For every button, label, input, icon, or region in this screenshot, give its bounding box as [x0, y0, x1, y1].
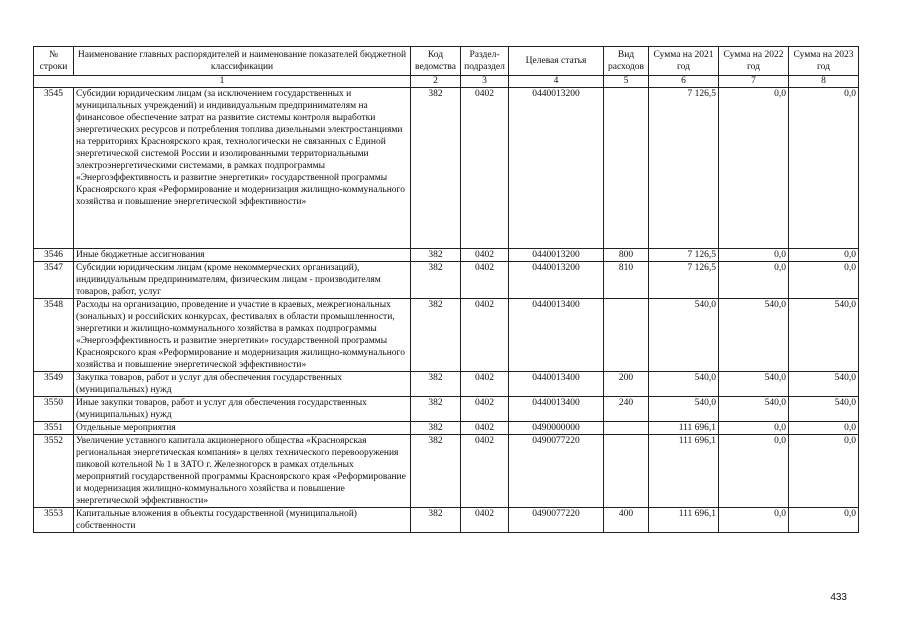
target-code: 0440013400: [509, 397, 604, 422]
row-number: 3545: [34, 88, 74, 249]
expense-type: 200: [604, 372, 649, 397]
sum-2023: 0,0: [789, 262, 859, 299]
target-code: 0440013400: [509, 372, 604, 397]
row-number: 3553: [34, 508, 74, 533]
sum-2022: 0,0: [719, 249, 789, 262]
header-row-no: № строки: [34, 47, 74, 76]
sum-2022: 0,0: [719, 508, 789, 533]
sum-2022: 540,0: [719, 372, 789, 397]
sum-2023: 0,0: [789, 249, 859, 262]
column-number: 4: [509, 76, 604, 88]
section-code: 0402: [461, 397, 509, 422]
dept-code: 382: [411, 397, 461, 422]
row-number: 3549: [34, 372, 74, 397]
section-code: 0402: [461, 249, 509, 262]
dept-code: 382: [411, 435, 461, 508]
target-code: 0490000000: [509, 422, 604, 435]
sum-2021: 540,0: [649, 299, 719, 372]
sum-2023: 0,0: [789, 422, 859, 435]
expense-type: 400: [604, 508, 649, 533]
page-number: 433: [830, 592, 847, 603]
sum-2021: 7 126,5: [649, 249, 719, 262]
sum-2021: 111 696,1: [649, 435, 719, 508]
sum-2021: 7 126,5: [649, 88, 719, 249]
dept-code: 382: [411, 249, 461, 262]
row-number: 3546: [34, 249, 74, 262]
row-name: Увеличение уставного капитала акционерного общества «Красноярская региональная энергетическая компания» в целях технического перевооружения пиковой котельной № 1 в ЗАТО г. Железногорск в рамках отдельных мероприятий государственной программы Красноярского края «Реформирование и модернизация жилищно-коммунального хозяйства и повышение энергетической эффективности»: [74, 435, 411, 508]
expense-type: 800: [604, 249, 649, 262]
row-name: Субсидии юридическим лицам (за исключением государственных и муниципальных учреждений) и индивидуальным предпринимателям на финансовое обеспечение затрат на развитие системы контроля выработки энергетических ресурсов и потребления топлива дизельными электростанциями на территориях Красноярского края, технологически не связанных с Единой энергетической системой России и изолированными территориальными электроэнергетическими системами, в рамках подпрограммы «Энергоэффективность и развитие энергетики» государственной программы Красноярского края «Реформирование и модернизация жилищно-коммунального хозяйства и повышение энергетической эффективности»: [74, 88, 411, 249]
column-number-row: [34, 76, 859, 88]
dept-code: 382: [411, 299, 461, 372]
section-code: 0402: [461, 88, 509, 249]
expense-type: 240: [604, 397, 649, 422]
expense-type: [604, 299, 649, 372]
table-row: [34, 249, 859, 262]
target-code: 0440013200: [509, 249, 604, 262]
row-number: 3552: [34, 435, 74, 508]
column-number: 3: [461, 76, 509, 88]
column-number: 8: [789, 76, 859, 88]
sum-2021: 540,0: [649, 372, 719, 397]
header-sum-2021: Сумма на 2021 год: [649, 47, 719, 76]
row-number: 3551: [34, 422, 74, 435]
target-code: 0490077220: [509, 508, 604, 533]
sum-2021: 540,0: [649, 397, 719, 422]
sum-2023: 540,0: [789, 397, 859, 422]
table-row: [34, 299, 859, 372]
section-code: 0402: [461, 262, 509, 299]
column-number: 7: [719, 76, 789, 88]
section-code: 0402: [461, 422, 509, 435]
sum-2022: 0,0: [719, 435, 789, 508]
section-code: 0402: [461, 372, 509, 397]
table-row: [34, 435, 859, 508]
column-number: 2: [411, 76, 461, 88]
expense-type: [604, 435, 649, 508]
target-code: 0440013200: [509, 88, 604, 249]
row-name: Отдельные мероприятия: [74, 422, 411, 435]
column-number: 5: [604, 76, 649, 88]
sum-2022: 540,0: [719, 397, 789, 422]
table-row: [34, 397, 859, 422]
sum-2023: 0,0: [789, 508, 859, 533]
header-dept-code: Код ведомства: [411, 47, 461, 76]
dept-code: 382: [411, 508, 461, 533]
sum-2021: 111 696,1: [649, 508, 719, 533]
sum-2023: 540,0: [789, 372, 859, 397]
target-code: 0440013400: [509, 299, 604, 372]
sum-2023: 0,0: [789, 435, 859, 508]
table-row: [34, 422, 859, 435]
sum-2021: 7 126,5: [649, 262, 719, 299]
header-row: [34, 47, 859, 76]
sum-2021: 111 696,1: [649, 422, 719, 435]
sum-2022: 0,0: [719, 88, 789, 249]
sum-2023: 540,0: [789, 299, 859, 372]
section-code: 0402: [461, 435, 509, 508]
row-name: Иные бюджетные ассигнования: [74, 249, 411, 262]
row-number: 3547: [34, 262, 74, 299]
table-row: [34, 88, 859, 249]
row-name: Иные закупки товаров, работ и услуг для обеспечения государственных (муниципальных) нужд: [74, 397, 411, 422]
expense-type: 810: [604, 262, 649, 299]
column-number: 1: [34, 76, 411, 88]
sum-2022: 0,0: [719, 422, 789, 435]
table-row: [34, 372, 859, 397]
expense-type: [604, 88, 649, 249]
dept-code: 382: [411, 372, 461, 397]
table-row: [34, 262, 859, 299]
budget-table: [33, 46, 859, 533]
header-expense-type: Вид расходов: [604, 47, 649, 76]
dept-code: 382: [411, 262, 461, 299]
sum-2022: 0,0: [719, 262, 789, 299]
header-section: Раздел-подраздел: [461, 47, 509, 76]
row-name: Расходы на организацию, проведение и участие в краевых, межрегиональных (зональных) и российских конкурсах, фестивалях в области промышленности, энергетики и жилищно-коммунального хозяйства в рамках подпрограммы «Энергоэффективность и развитие энергетики» государственной программы Красноярского края «Реформирование и модернизация жилищно-коммунального хозяйства и повышение энергетической эффективности»: [74, 299, 411, 372]
section-code: 0402: [461, 299, 509, 372]
row-name: Субсидии юридическим лицам (кроме некоммерческих организаций), индивидуальным предпринимателям, физическим лицам - производителям товаров, работ, услуг: [74, 262, 411, 299]
row-number: 3548: [34, 299, 74, 372]
table-row: [34, 508, 859, 533]
section-code: 0402: [461, 508, 509, 533]
dept-code: 382: [411, 88, 461, 249]
row-name: Капитальные вложения в объекты государственной (муниципальной) собственности: [74, 508, 411, 533]
sum-2023: 0,0: [789, 88, 859, 249]
column-number: 6: [649, 76, 719, 88]
header-sum-2022: Сумма на 2022 год: [719, 47, 789, 76]
row-name: Закупка товаров, работ и услуг для обеспечения государственных (муниципальных) нужд: [74, 372, 411, 397]
target-code: 0440013200: [509, 262, 604, 299]
header-target: Целевая статья: [509, 47, 604, 76]
row-number: 3550: [34, 397, 74, 422]
header-sum-2023: Сумма на 2023 год: [789, 47, 859, 76]
expense-type: [604, 422, 649, 435]
sum-2022: 540,0: [719, 299, 789, 372]
target-code: 0490077220: [509, 435, 604, 508]
header-name: Наименование главных распорядителей и наименование показателей бюджетной классификации: [74, 47, 411, 76]
dept-code: 382: [411, 422, 461, 435]
